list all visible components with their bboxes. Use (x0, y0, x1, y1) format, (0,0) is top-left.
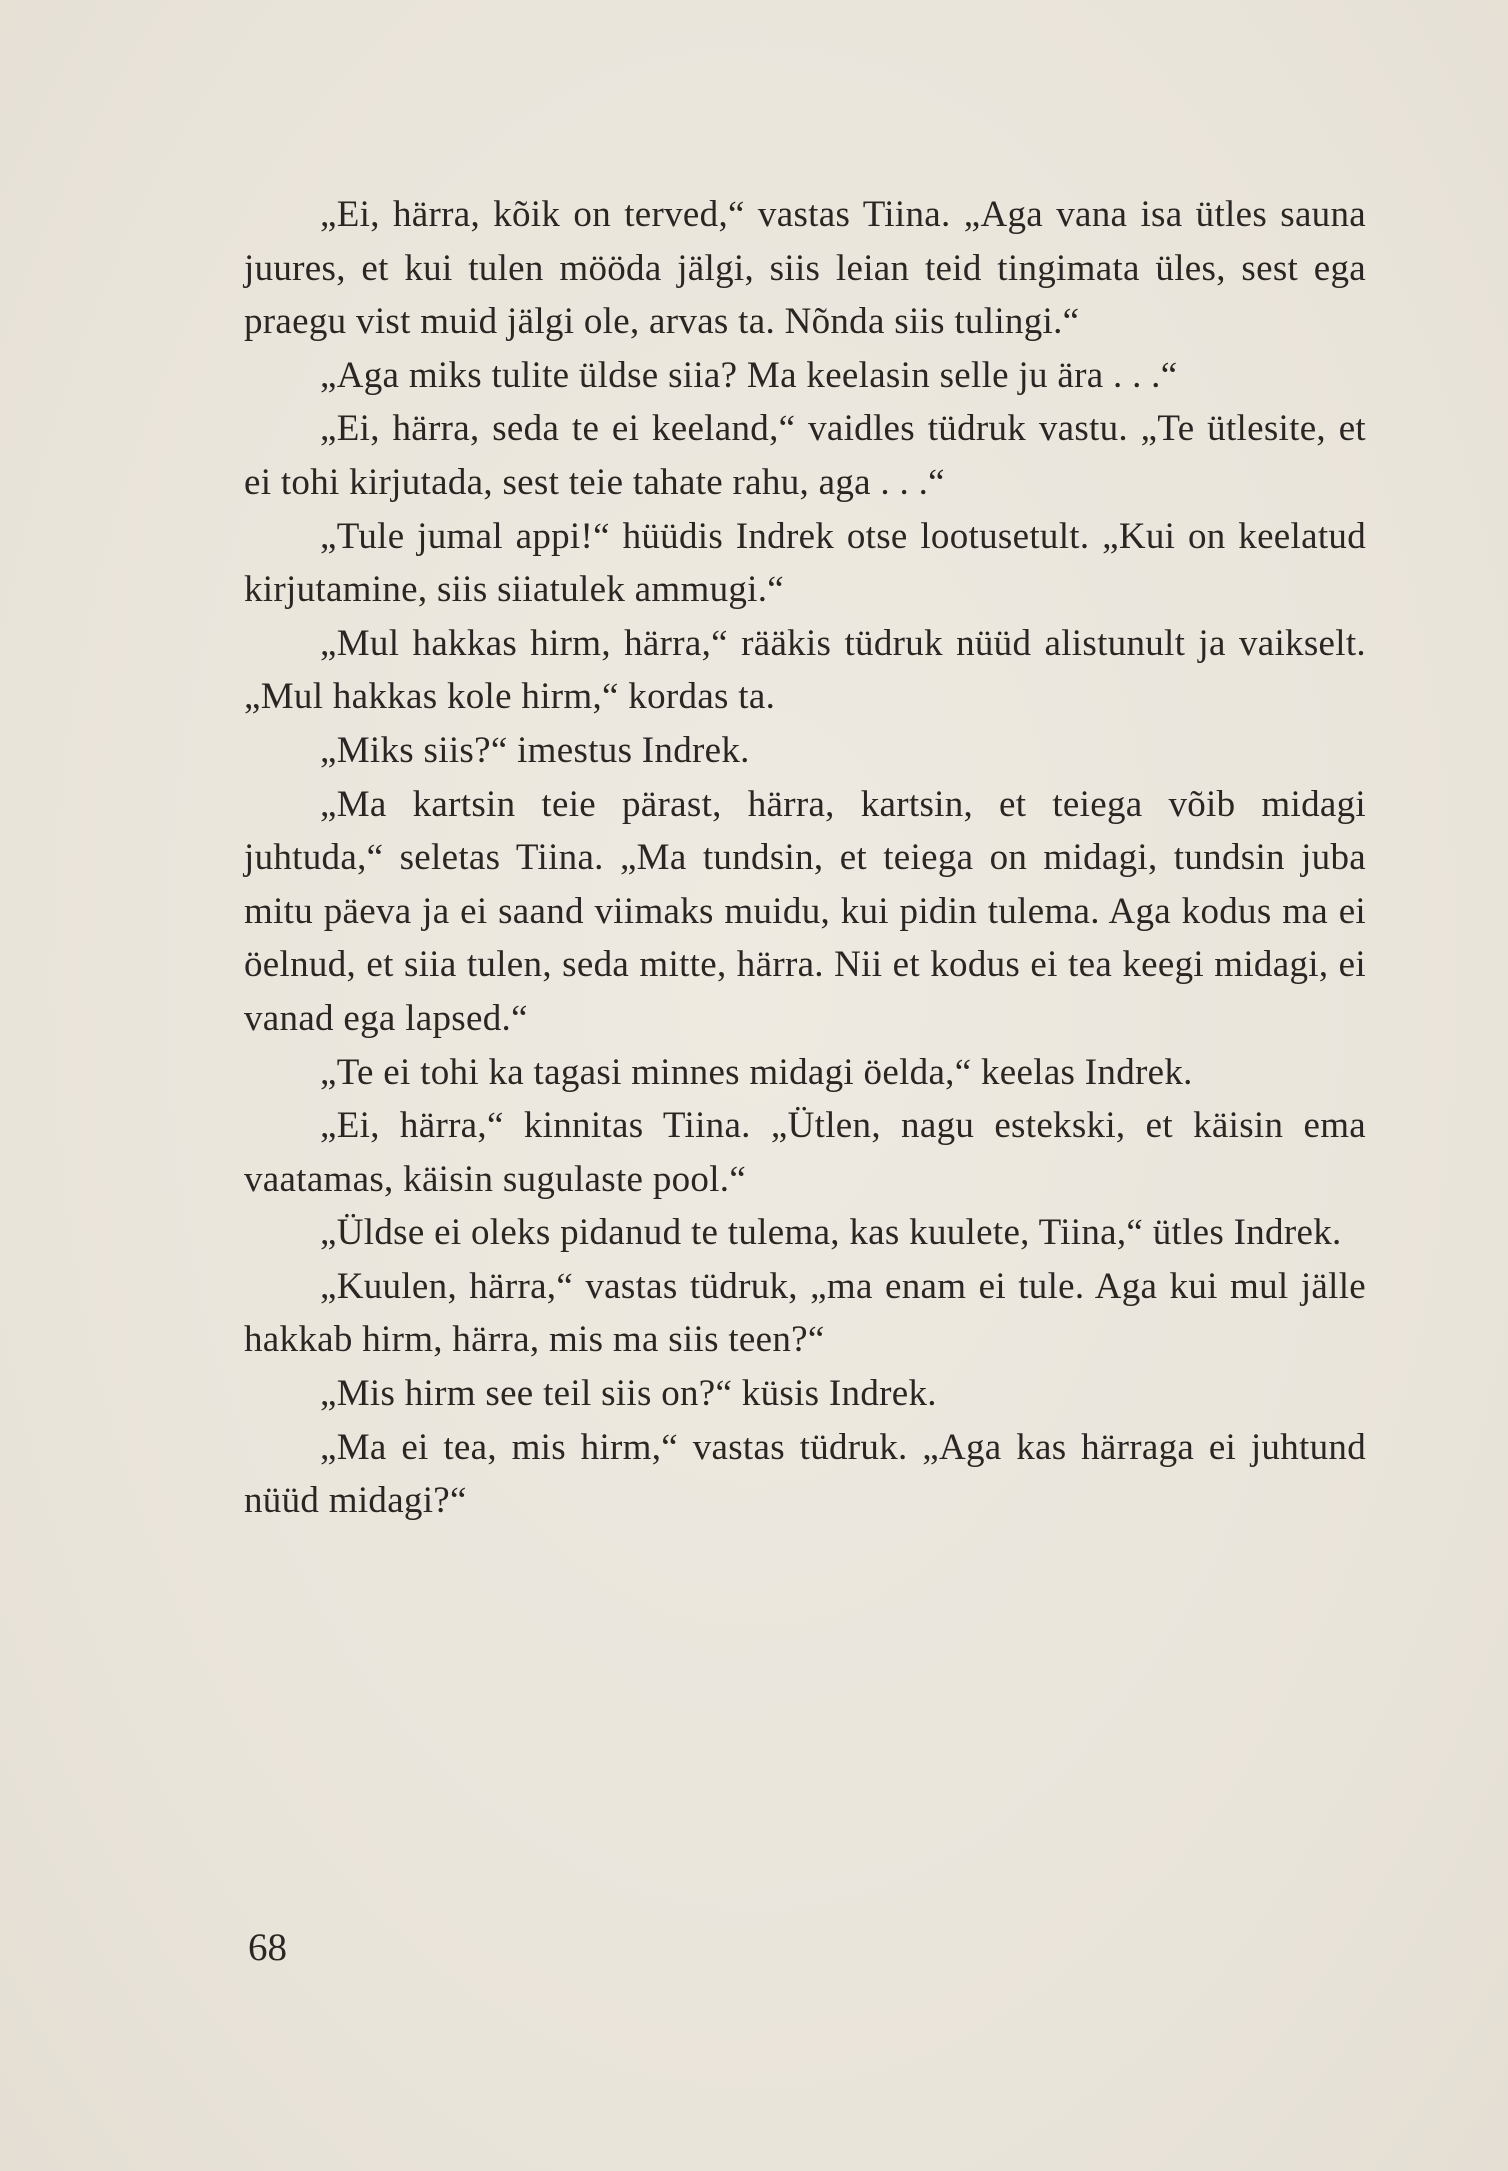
paragraph-7: „Ma kartsin teie pärast, härra, kartsin, et teiega võib midagi juhtuda,“ seletas Tiina. „Ma tundsin, et teiega on midagi, tundsin juba mitu päeva ja ei saand viimaks muidu, kui pidin tulema. Aga kodus ma ei öelnud, et siia tulen, seda mitte, härra. Nii et kodus ei tea keegi midagi, ei vanad ega lapsed.“ (244, 783, 1366, 1039)
paragraph-13: „Ma ei tea, mis hirm,“ vastas tüdruk. „Aga kas härraga ei juhtund nüüd midagi?“ (244, 1426, 1366, 1522)
paragraph-6: „Miks siis?“ imestus Indrek. (320, 729, 750, 771)
paragraph-11: „Kuulen, härra,“ vastas tüdruk, „ma enam ei tule. Aga kui mul jälle hakkab hirm, härra, mis ma siis teen?“ (244, 1265, 1366, 1361)
paragraph-3: „Ei, härra, seda te ei keeland,“ vaidles tüdruk vastu. „Te ütlesite, et ei tohi kirjutada, sest teie tahate rahu, aga . . .“ (244, 408, 1366, 503)
paragraph-10: „Üldse ei oleks pidanud te tulema, kas kuulete, Tiina,“ ütles Indrek. (320, 1212, 1342, 1254)
paragraph-12: „Mis hirm see teil siis on?“ küsis Indrek. (320, 1373, 937, 1415)
paragraph-1: „Ei, härra, kõik on terved,“ vastas Tiina. „Aga vana isa ütles sauna juures, et kui tulen mööda jälgi, siis leian teid tingimata üles, sest ega praegu vist muid jälgi ole, arvas ta. Nõnda siis tulingi.“ (244, 194, 1366, 343)
paragraph-4: „Tule jumal appi!“ hüüdis Indrek otse lootusetult. „Kui on keelatud kirjutamine, siis siiatulek ammugi.“ (244, 515, 1366, 611)
paragraph-5: „Mul hakkas hirm, härra,“ rääkis tüdruk nüüd alistunult ja vaikselt. „Mul hakkas kole hirm,“ kordas ta. (244, 622, 1366, 718)
paragraph-2: „Aga miks tulite üldse siia? Ma keelasin selle ju ära . . .“ (320, 354, 1178, 396)
paragraph-9: „Ei, härra,“ kinnitas Tiina. „Ütlen, nagu estekski, et käisin ema vaatamas, käisin sugulaste pool.“ (244, 1105, 1366, 1200)
page-number: 68 (248, 1926, 287, 1969)
body-text (244, 188, 1366, 1528)
paragraph-8: „Te ei tohi ka tagasi minnes midagi öelda,“ keelas Indrek. (320, 1051, 1193, 1093)
